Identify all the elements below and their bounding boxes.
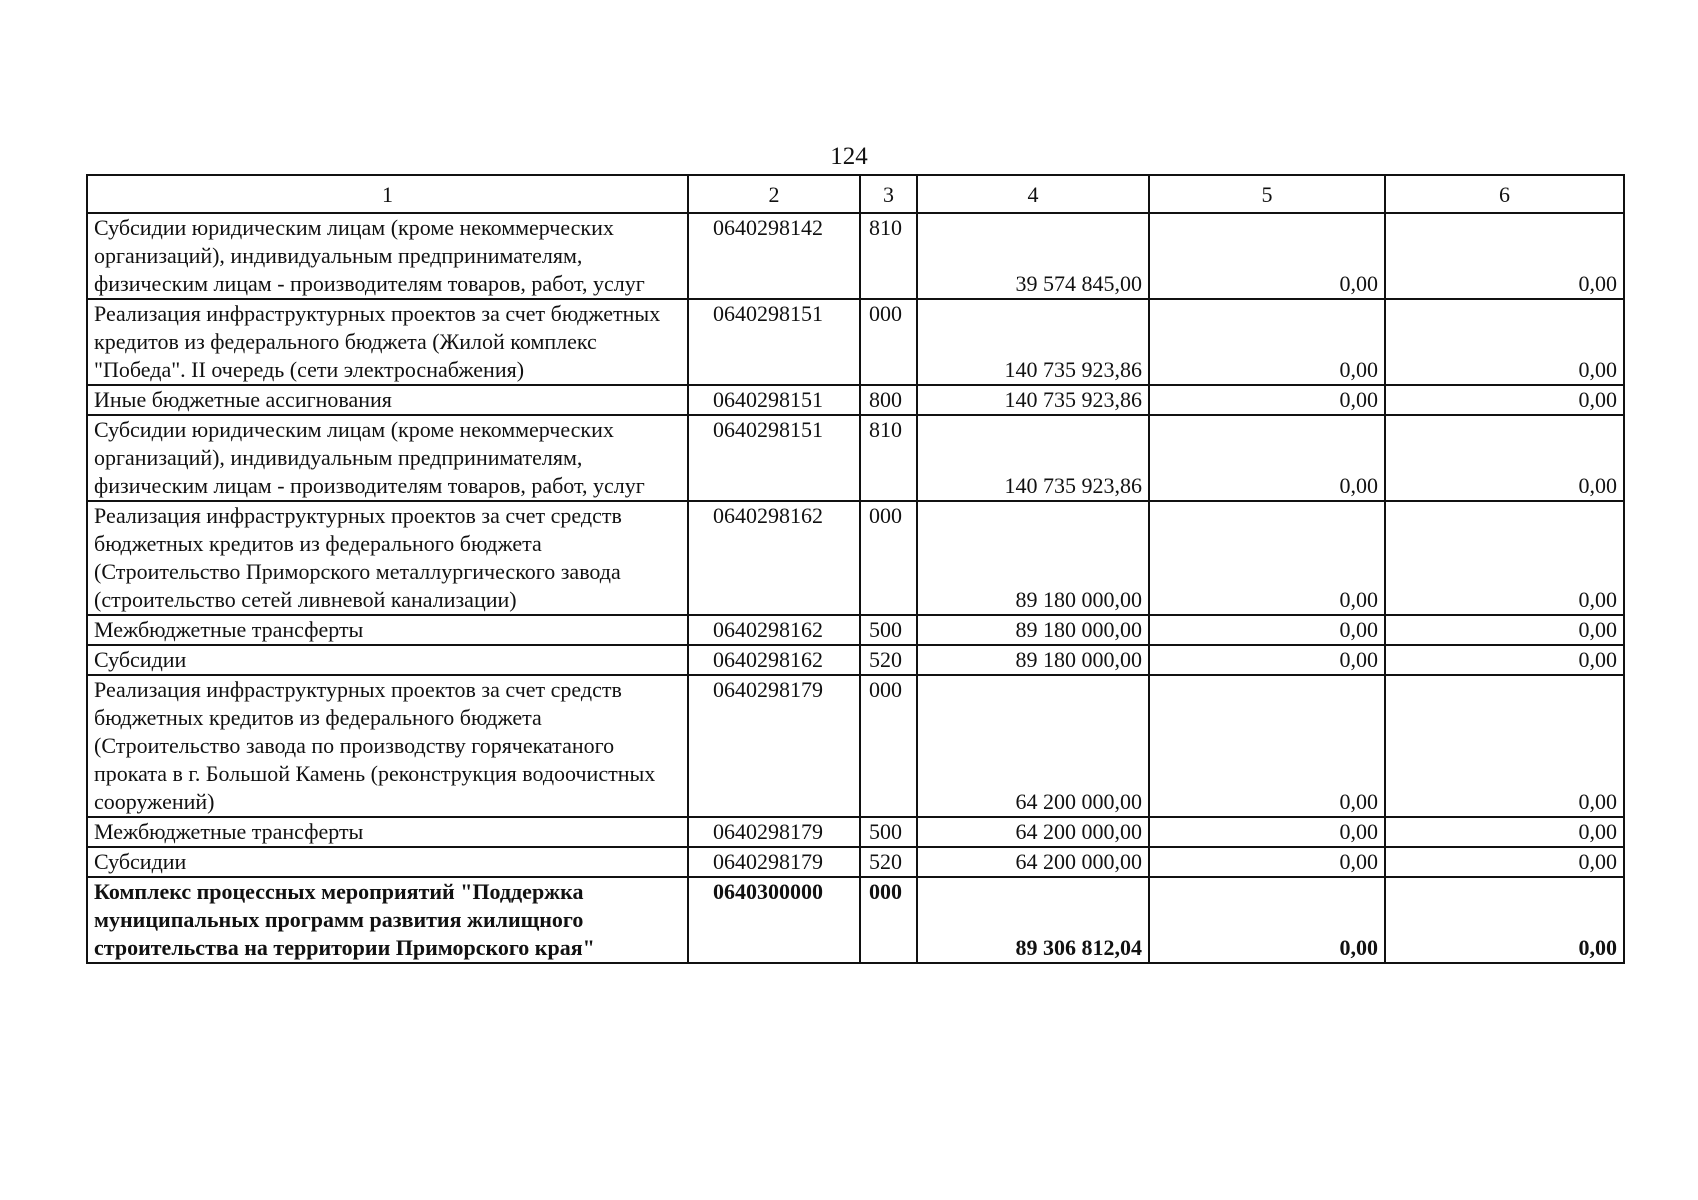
row-type-cell: 520 (860, 847, 917, 877)
table-row (87, 213, 1624, 299)
row-code-cell: 0640298162 (688, 501, 860, 615)
row-name-cell: Реализация инфраструктурных проектов за счет бюджетных кредитов из федерального бюджета (Жилой комплекс "Победа". II очередь (сети электроснабжения) (87, 299, 688, 385)
row-type-cell: 000 (860, 299, 917, 385)
row-type-cell: 000 (860, 675, 917, 817)
row-amount-cell: 0,00 (1385, 299, 1624, 385)
row-name-cell: Субсидии (87, 645, 688, 675)
row-amount-cell: 0,00 (1149, 877, 1385, 963)
row-amount-cell: 140 735 923,86 (917, 299, 1149, 385)
column-header: 4 (917, 175, 1149, 213)
row-amount-cell: 89 180 000,00 (917, 645, 1149, 675)
row-amount-cell: 0,00 (1149, 645, 1385, 675)
table-row (87, 415, 1624, 501)
row-name-cell: Реализация инфраструктурных проектов за счет средств бюджетных кредитов из федерального бюджета (Строительство Приморского металлургического завода (строительство сетей ливневой канализации) (87, 501, 688, 615)
row-amount-cell: 0,00 (1149, 299, 1385, 385)
row-code-cell: 0640298151 (688, 385, 860, 415)
row-amount-cell: 0,00 (1385, 817, 1624, 847)
row-code-cell: 0640298162 (688, 615, 860, 645)
row-name-cell: Комплекс процессных мероприятий "Поддержка муниципальных программ развития жилищного строительства на территории Приморского края" (87, 877, 688, 963)
table-row (87, 299, 1624, 385)
table-row (87, 877, 1624, 963)
row-amount-cell: 89 180 000,00 (917, 615, 1149, 645)
column-header: 2 (688, 175, 860, 213)
row-type-cell: 500 (860, 817, 917, 847)
row-amount-cell: 64 200 000,00 (917, 817, 1149, 847)
table-row (87, 615, 1624, 645)
row-name-cell: Субсидии юридическим лицам (кроме некоммерческих организаций), индивидуальным предпринимателям, физическим лицам - производителям товаров, работ, услуг (87, 415, 688, 501)
row-type-cell: 000 (860, 877, 917, 963)
row-type-cell: 000 (860, 501, 917, 615)
row-amount-cell: 0,00 (1385, 385, 1624, 415)
page-number: 124 (830, 143, 868, 170)
row-code-cell: 0640298179 (688, 675, 860, 817)
row-amount-cell: 64 200 000,00 (917, 675, 1149, 817)
table-row (87, 817, 1624, 847)
row-type-cell: 800 (860, 385, 917, 415)
row-amount-cell: 0,00 (1385, 877, 1624, 963)
row-code-cell: 0640300000 (688, 877, 860, 963)
row-amount-cell: 39 574 845,00 (917, 213, 1149, 299)
table-row (87, 645, 1624, 675)
row-name-cell: Реализация инфраструктурных проектов за счет средств бюджетных кредитов из федерального бюджета (Строительство завода по производству горячекатаного проката в г. Большой Камень (реконструкция водоочистных сооружений) (87, 675, 688, 817)
row-code-cell: 0640298162 (688, 645, 860, 675)
table-header-row (87, 175, 1624, 213)
row-amount-cell: 0,00 (1385, 615, 1624, 645)
row-amount-cell: 0,00 (1385, 501, 1624, 615)
row-name-cell: Иные бюджетные ассигнования (87, 385, 688, 415)
row-amount-cell: 0,00 (1149, 847, 1385, 877)
table-row (87, 847, 1624, 877)
row-amount-cell: 89 306 812,04 (917, 877, 1149, 963)
row-name-cell: Межбюджетные трансферты (87, 817, 688, 847)
column-header: 5 (1149, 175, 1385, 213)
row-name-cell: Субсидии юридическим лицам (кроме некоммерческих организаций), индивидуальным предпринимателям, физическим лицам - производителям товаров, работ, услуг (87, 213, 688, 299)
row-name-cell: Субсидии (87, 847, 688, 877)
table-row (87, 501, 1624, 615)
column-header: 6 (1385, 175, 1624, 213)
budget-table (86, 174, 1625, 964)
table-row (87, 385, 1624, 415)
table-row (87, 675, 1624, 817)
row-amount-cell: 89 180 000,00 (917, 501, 1149, 615)
row-code-cell: 0640298151 (688, 299, 860, 385)
row-amount-cell: 0,00 (1149, 213, 1385, 299)
row-type-cell: 500 (860, 615, 917, 645)
row-amount-cell: 0,00 (1385, 675, 1624, 817)
row-amount-cell: 140 735 923,86 (917, 385, 1149, 415)
row-amount-cell: 0,00 (1149, 501, 1385, 615)
row-amount-cell: 0,00 (1385, 415, 1624, 501)
row-type-cell: 810 (860, 213, 917, 299)
row-amount-cell: 0,00 (1149, 385, 1385, 415)
row-code-cell: 0640298179 (688, 817, 860, 847)
row-type-cell: 520 (860, 645, 917, 675)
row-amount-cell: 0,00 (1385, 213, 1624, 299)
row-code-cell: 0640298179 (688, 847, 860, 877)
row-type-cell: 810 (860, 415, 917, 501)
row-name-cell: Межбюджетные трансферты (87, 615, 688, 645)
row-amount-cell: 0,00 (1149, 675, 1385, 817)
row-amount-cell: 0,00 (1149, 817, 1385, 847)
column-header: 1 (87, 175, 688, 213)
column-header: 3 (860, 175, 917, 213)
row-code-cell: 0640298142 (688, 213, 860, 299)
row-amount-cell: 0,00 (1385, 847, 1624, 877)
row-amount-cell: 0,00 (1149, 415, 1385, 501)
row-amount-cell: 64 200 000,00 (917, 847, 1149, 877)
row-amount-cell: 0,00 (1149, 615, 1385, 645)
row-amount-cell: 140 735 923,86 (917, 415, 1149, 501)
row-amount-cell: 0,00 (1385, 645, 1624, 675)
row-code-cell: 0640298151 (688, 415, 860, 501)
